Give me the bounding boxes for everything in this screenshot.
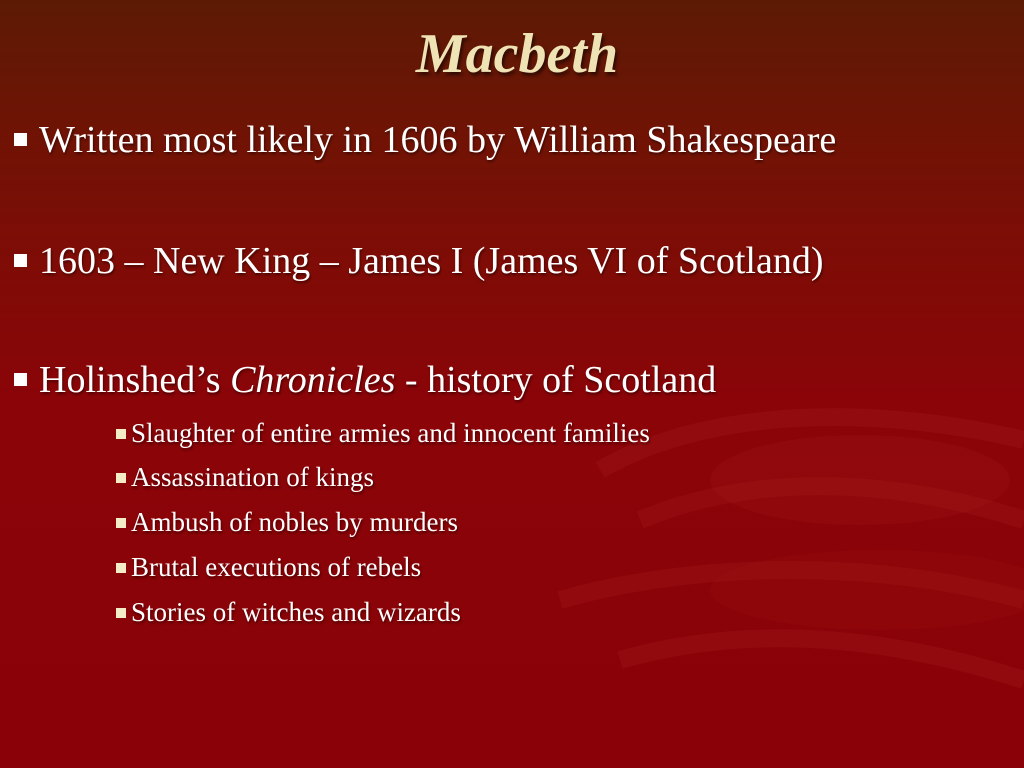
square-bullet-icon — [14, 254, 27, 267]
bullet-item — [14, 239, 824, 283]
sub-bullet-item — [116, 551, 421, 583]
square-bullet-icon — [14, 373, 27, 386]
bullet-text: 1603 – New King – James I (James VI of Scotland) — [39, 240, 824, 282]
bullet-item — [14, 118, 836, 162]
sub-bullet-item — [116, 461, 374, 493]
sub-bullet-text: Brutal executions of rebels — [131, 552, 422, 582]
square-bullet-icon — [116, 563, 126, 573]
square-bullet-icon — [116, 608, 126, 618]
sub-bullet-item — [116, 417, 650, 449]
bullet-text-suffix: - history of Scotland — [395, 359, 717, 401]
bullet-item — [14, 358, 716, 402]
sub-bullet-text: Ambush of nobles by murders — [131, 507, 458, 537]
slide-title: Macbeth — [415, 23, 619, 85]
bullet-text-italic: Chronicles — [230, 359, 396, 401]
square-bullet-icon — [116, 518, 126, 528]
bullet-text-prefix: Holinshed’s — [39, 359, 231, 401]
sub-bullet-text: Slaughter of entire armies and innocent families — [131, 418, 650, 448]
sub-bullet-text: Stories of witches and wizards — [131, 597, 461, 627]
square-bullet-icon — [116, 473, 126, 483]
square-bullet-icon — [14, 133, 27, 146]
bullet-text: Written most likely in 1606 by William Shakespeare — [39, 119, 837, 161]
sub-bullet-text: Assassination of kings — [131, 462, 374, 492]
sub-bullet-item — [116, 506, 458, 538]
square-bullet-icon — [116, 429, 126, 439]
sub-bullet-item — [116, 596, 461, 628]
